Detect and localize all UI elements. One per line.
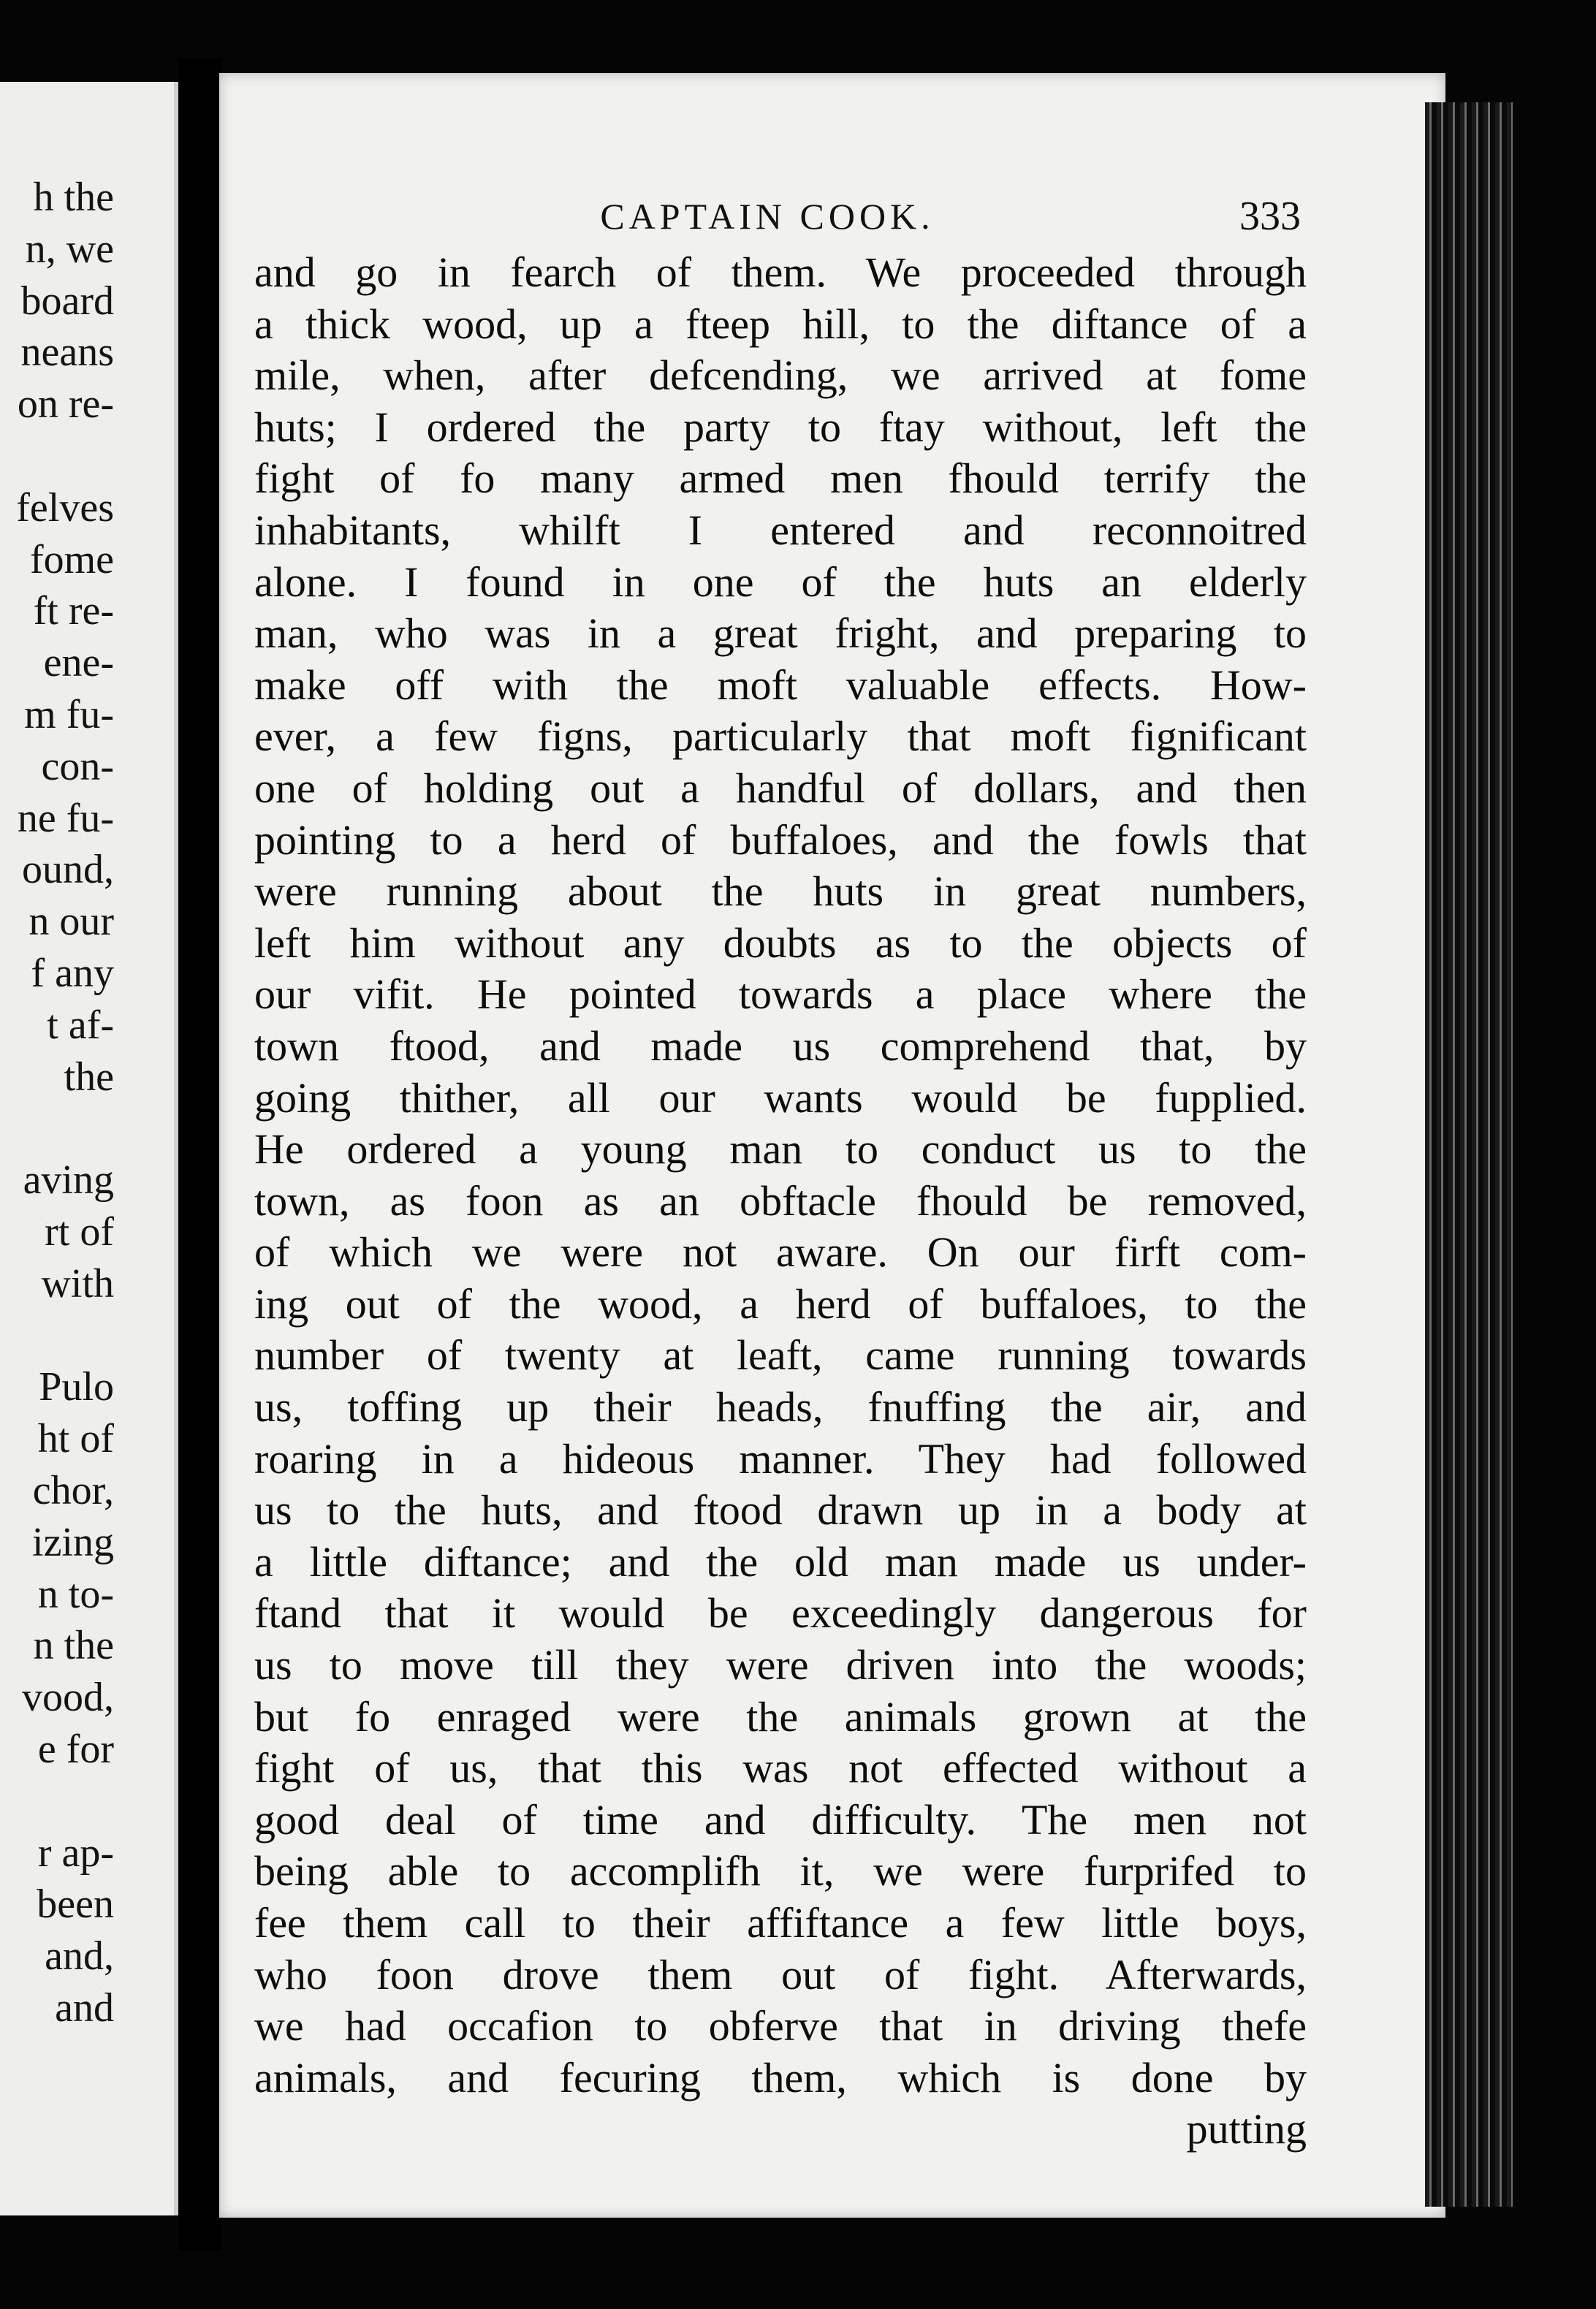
left-page-text-fragment: ne fu- [17, 795, 114, 841]
left-page-text-fragment: con- [41, 743, 114, 789]
left-page-text-fragment: f any [31, 951, 114, 996]
text-line: roaring in a hideous manner. They had followed [254, 1434, 1307, 1483]
text-line: being able to accomplifh it, we were furprifed to [254, 1847, 1307, 1895]
left-page-text-fragment: ound, [22, 847, 114, 893]
left-page-text-fragment: neans [20, 330, 114, 376]
text-line: number of twenty at leaft, came running towards [254, 1331, 1307, 1380]
text-line: town ftood, and made us comprehend that, by [254, 1022, 1307, 1070]
text-line: were running about the huts in great numbers, [254, 867, 1307, 916]
text-line: alone. I found in one of the huts an elderly [254, 558, 1307, 606]
left-page-text-fragment: t af- [47, 1002, 114, 1048]
text-line: who foon drove them out of fight. Afterwards, [254, 1950, 1307, 1998]
running-head-title: CAPTAIN COOK. [600, 196, 935, 237]
text-line: ing out of the wood, a herd of buffaloes, to the [254, 1279, 1307, 1328]
text-line: He ordered a young man to conduct us to the [254, 1125, 1307, 1173]
left-page-text-fragment: ht of [37, 1416, 114, 1462]
text-line: good deal of time and difficulty. The men not [254, 1795, 1307, 1844]
left-page-text-fragment: fome [29, 536, 114, 582]
text-line: we had occafion to obferve that in driving thefe [254, 2002, 1307, 2050]
left-page-text-fragment: m fu- [24, 692, 114, 737]
left-page-text-fragment: vood, [22, 1675, 114, 1721]
text-line: and go in fearch of them. We proceeded through [254, 248, 1307, 296]
left-page-text-fragment: the [64, 1054, 114, 1100]
text-line: pointing to a herd of buffaloes, and the fowls that [254, 815, 1307, 864]
running-head [219, 190, 1445, 243]
text-line: fight of fo many armed men fhould terrify the [254, 454, 1307, 503]
left-page-text-fragment: e for [37, 1727, 114, 1772]
text-line: us, toffing up their heads, fnuffing the air, and [254, 1383, 1307, 1431]
left-page-text-fragment: aving [23, 1157, 114, 1203]
text-line: animals, and fecuring them, which is done by [254, 2053, 1307, 2101]
text-line: us to the huts, and ftood drawn up in a body at [254, 1486, 1307, 1534]
left-page-text-fragment: n our [28, 899, 114, 945]
left-page-text-fragment: on re- [17, 381, 114, 427]
text-line: fee them call to their affiftance a few little boys, [254, 1899, 1307, 1947]
page-number: 333 [1239, 194, 1301, 239]
text-line: make off with the moft valuable effects. How- [254, 661, 1307, 709]
text-line: huts; I ordered the party to ftay without, left the [254, 403, 1307, 451]
left-page-text-fragment: been [37, 1882, 114, 1928]
text-line: mile, when, after defcending, we arrived at fome [254, 351, 1307, 400]
left-page-text-fragment: and, [45, 1933, 114, 1979]
left-page-text-fragment: chor, [32, 1468, 114, 1513]
left-page-text-fragment: n, we [25, 226, 114, 272]
text-line: left him without any doubts as to the objects of [254, 918, 1307, 967]
left-page-text-fragment: Pulo [39, 1364, 114, 1410]
book-gutter [178, 58, 222, 2251]
catchword: putting [1186, 2105, 1307, 2153]
left-page-text-fragment: h the [33, 175, 114, 220]
text-line: of which we were not aware. On our firft com- [254, 1228, 1307, 1277]
text-line: inhabitants, whilft I entered and reconnoitred [254, 506, 1307, 554]
previous-page-fragment [0, 82, 178, 2215]
left-page-text-fragment: and [55, 1985, 114, 2031]
text-line: going thither, all our wants would be fupplied. [254, 1073, 1307, 1122]
text-line: our vifit. He pointed towards a place where the [254, 970, 1307, 1019]
text-line: one of holding out a handful of dollars, and then [254, 764, 1307, 812]
left-page-text-fragment: r ap- [37, 1830, 114, 1876]
text-line: a thick wood, up a fteep hill, to the diftance of a [254, 300, 1307, 348]
left-page-text-fragment: izing [32, 1519, 114, 1565]
text-line: fight of us, that this was not effected without a [254, 1744, 1307, 1792]
text-line: ever, a few figns, particularly that moft fignificant [254, 712, 1307, 761]
left-page-text-fragment: n the [33, 1623, 114, 1669]
body-text [254, 247, 1307, 2156]
text-line: town, as foon as an obftacle fhould be removed, [254, 1176, 1307, 1225]
left-page-text-fragment: rt of [45, 1209, 114, 1255]
text-line: but fo enraged were the animals grown at the [254, 1692, 1307, 1741]
left-page-text-fragment: n to- [37, 1571, 114, 1617]
left-page-text-fragment: board [20, 278, 114, 324]
page-edges [1425, 102, 1513, 2207]
text-line: ftand that it would be exceedingly dangerous for [254, 1589, 1307, 1637]
book-page [219, 73, 1445, 2218]
text-line: us to move till they were driven into the woods; [254, 1641, 1307, 1689]
text-line: man, who was in a great fright, and preparing to [254, 609, 1307, 658]
left-page-text-fragment: ft re- [33, 588, 114, 634]
text-line: a little diftance; and the old man made us under- [254, 1537, 1307, 1586]
left-page-text-fragment: felves [16, 484, 114, 530]
left-page-text-fragment: ene- [43, 640, 114, 686]
left-page-text-fragment: with [41, 1260, 114, 1306]
